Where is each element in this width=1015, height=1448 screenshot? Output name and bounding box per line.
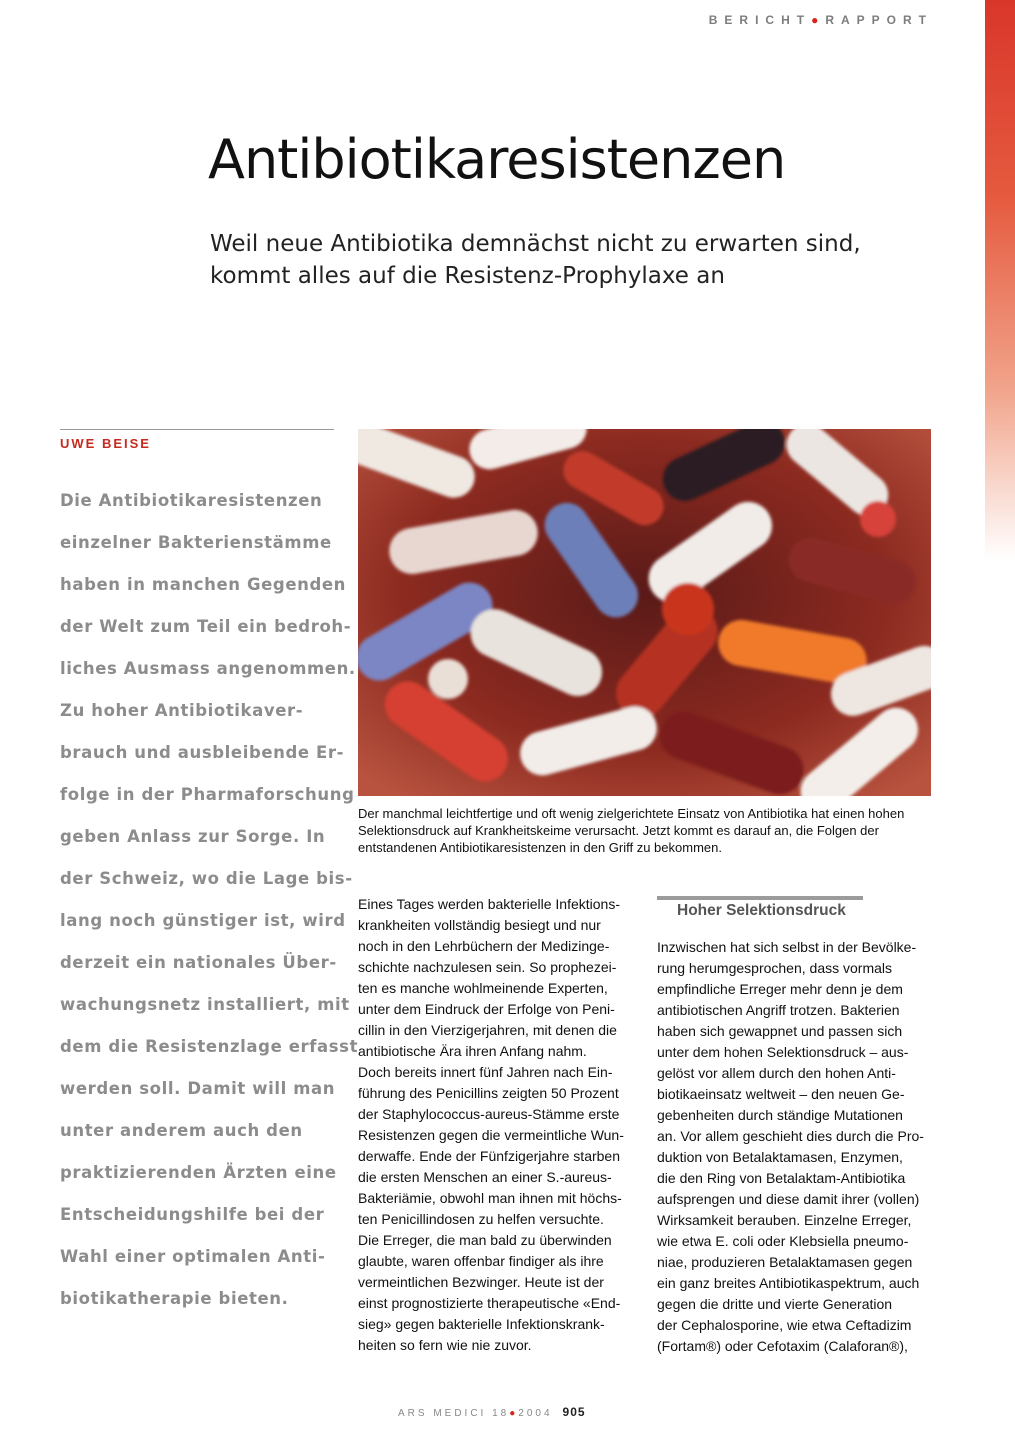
body-line: wie etwa E. coli oder Klebsiella pneumo- xyxy=(657,1233,909,1249)
body-line: antibiotischen Angriff trotzen. Bakterien xyxy=(657,1002,900,1018)
body-line: gebenheiten durch ständige Mutationen xyxy=(657,1107,903,1123)
lead-line: folge in der Pharmaforschung xyxy=(60,785,355,804)
lead-line: lang noch günstiger ist, wird xyxy=(60,911,346,930)
body-line: ten es manche wohlmeinende Experten, xyxy=(358,980,608,996)
body-line: unter dem hohen Selektionsdruck – aus- xyxy=(657,1044,909,1060)
page-number: 905 xyxy=(562,1405,586,1419)
body-line: krankheiten vollständig besiegt und nur xyxy=(358,917,601,933)
lead-line: einzelner Bakterienstämme xyxy=(60,533,332,552)
lead-line: der Welt zum Teil ein bedroh- xyxy=(60,617,352,636)
body-line: biotikaeinsatz weltweit – den neuen Ge- xyxy=(657,1086,905,1102)
kicker-left: BERICHT xyxy=(708,13,812,27)
kicker-dot: ● xyxy=(811,13,826,27)
lead-line: geben Anlass zur Sorge. In xyxy=(60,827,326,846)
lead-line: Wahl einer optimalen Anti- xyxy=(60,1247,326,1266)
body-line: Bakteriämie, obwohl man ihnen mit höchs- xyxy=(358,1190,622,1206)
lead-line: liches Ausmass angenommen. xyxy=(60,659,356,678)
capsules-image xyxy=(358,429,931,796)
body-line: führung des Penicillins zeigten 50 Prozent xyxy=(358,1085,619,1101)
author-name: UWE BEISE xyxy=(60,436,151,451)
article-subtitle: Weil neue Antibiotika demnächst nicht zu erwarten sind, kommt alles auf die Resistenz-Prophylaxe an xyxy=(210,231,861,289)
page-footer xyxy=(398,1405,586,1419)
body-line: ten Penicillindosen zu helfen versuchte. xyxy=(358,1211,604,1227)
body-line: glaubte, waren offenbar findiger als ihre xyxy=(358,1253,604,1269)
kicker-right: RAPPORT xyxy=(825,13,933,27)
lead-line: werden soll. Damit will man xyxy=(60,1079,336,1098)
footer-dot: ● xyxy=(509,1408,519,1419)
lead-line: Zu hoher Antibiotikaver- xyxy=(60,701,304,720)
body-line: niae, produzieren Betalaktamasen gegen xyxy=(657,1254,913,1270)
body-line: sieg» gegen bakterielle Infektionskrank- xyxy=(358,1316,605,1332)
body-line: der Staphylococcus-aureus-Stämme erste xyxy=(358,1106,620,1122)
body-line: Doch bereits innert fünf Jahren nach Ein- xyxy=(358,1064,613,1080)
body-line: Inzwischen hat sich selbst in der Bevölke- xyxy=(657,939,917,955)
subhead-rule xyxy=(657,896,863,900)
body-line: ein ganz breites Antibiotikaspektrum, auch xyxy=(657,1275,920,1291)
lead-line: wachungsnetz installiert, mit xyxy=(60,995,350,1014)
lead-line: biotikatherapie bieten. xyxy=(60,1289,289,1308)
body-line: unter dem Eindruck der Erfolge von Peni- xyxy=(358,1001,615,1017)
photo-caption: Der manchmal leichtfertige und oft wenig zielgerichtete Einsatz von Antibiotika hat einen hohen Selektionsdruck auf Krankheitskeime verursacht. Jetzt kommt es darauf an, die Folgen der entstandenen Antibiotikaresistenzen in den Griff zu bekommen. xyxy=(358,806,905,855)
body-line: schichte nachzulesen sein. So prophezei- xyxy=(358,959,617,975)
section-subhead: Hoher Selektionsdruck xyxy=(677,902,846,919)
lead-line: haben in manchen Gegenden xyxy=(60,575,347,594)
footer-journal: ARS MEDICI 18 xyxy=(398,1408,510,1419)
body-line: Wirksamkeit berauben. Einzelne Erreger, xyxy=(657,1212,912,1228)
body-line: vermeintlichen Bezwinger. Heute ist der xyxy=(358,1274,604,1290)
body-line: einst prognostizierte therapeutische «End- xyxy=(358,1295,621,1311)
body-column-2 xyxy=(657,937,931,1357)
lead-line: derzeit ein nationales Über- xyxy=(60,953,337,972)
footer-year: 2004 xyxy=(518,1408,553,1419)
author-rule xyxy=(60,429,334,430)
body-line: derwaffe. Ende der Fünfzigerjahre starben xyxy=(358,1148,621,1164)
body-line: an. Vor allem geschieht dies durch die Pro- xyxy=(657,1128,924,1144)
body-line: rung herumgesprochen, dass vormals xyxy=(657,960,893,976)
body-line: duktion von Betalaktamasen, Enzymen, xyxy=(657,1149,903,1165)
lead-line: Entscheidungshilfe bei der xyxy=(60,1205,325,1224)
lead-line: Die Antibiotikaresistenzen xyxy=(60,491,323,510)
color-gradient-bar xyxy=(985,0,1015,560)
body-line: gelöst vor allem durch den hohen Anti- xyxy=(657,1065,896,1081)
body-column-1 xyxy=(358,894,632,1356)
body-line: empfindliche Erreger mehr denn je dem xyxy=(657,981,903,997)
lead-line: praktizierenden Ärzten eine xyxy=(60,1163,337,1182)
body-line: antibiotische Ära ihren Anfang nahm. xyxy=(358,1043,587,1059)
lead-line: brauch und ausbleibende Er- xyxy=(60,743,345,762)
body-line: aufsprengen und diese damit ihrer (vollen) xyxy=(657,1191,920,1207)
pills-photo xyxy=(358,429,931,796)
body-line: gegen die dritte und vierte Generation xyxy=(657,1296,893,1312)
body-line: (Fortam®) oder Cefotaxim (Calaforan®), xyxy=(657,1338,908,1354)
body-line: Eines Tages werden bakterielle Infektions- xyxy=(358,896,621,912)
body-line: heiten so fern wie nie zuvor. xyxy=(358,1337,532,1353)
body-line: Die Erreger, die man bald zu überwinden xyxy=(358,1232,612,1248)
body-line: die ersten Menschen an einer S.-aureus- xyxy=(358,1169,612,1185)
body-line: cillin in den Vierzigerjahren, mit denen die xyxy=(358,1022,617,1038)
body-line: noch in den Lehrbüchern der Medizinge- xyxy=(358,938,610,954)
body-line: der Cephalosporine, wie etwa Ceftadizim xyxy=(657,1317,912,1333)
lead-line: unter anderem auch den xyxy=(60,1121,303,1140)
body-line: Resistenzen gegen die vermeintliche Wun- xyxy=(358,1127,624,1143)
lead-line: dem die Resistenzlage erfasst xyxy=(60,1037,359,1056)
body-line: die den Ring von Betalaktam-Antibiotika xyxy=(657,1170,906,1186)
article-title: Antibiotikaresistenzen xyxy=(208,128,786,191)
section-kicker xyxy=(709,13,933,27)
lead-paragraph xyxy=(60,480,359,1320)
lead-line: der Schweiz, wo die Lage bis- xyxy=(60,869,353,888)
body-line: haben sich gewappnet und passen sich xyxy=(657,1023,903,1039)
